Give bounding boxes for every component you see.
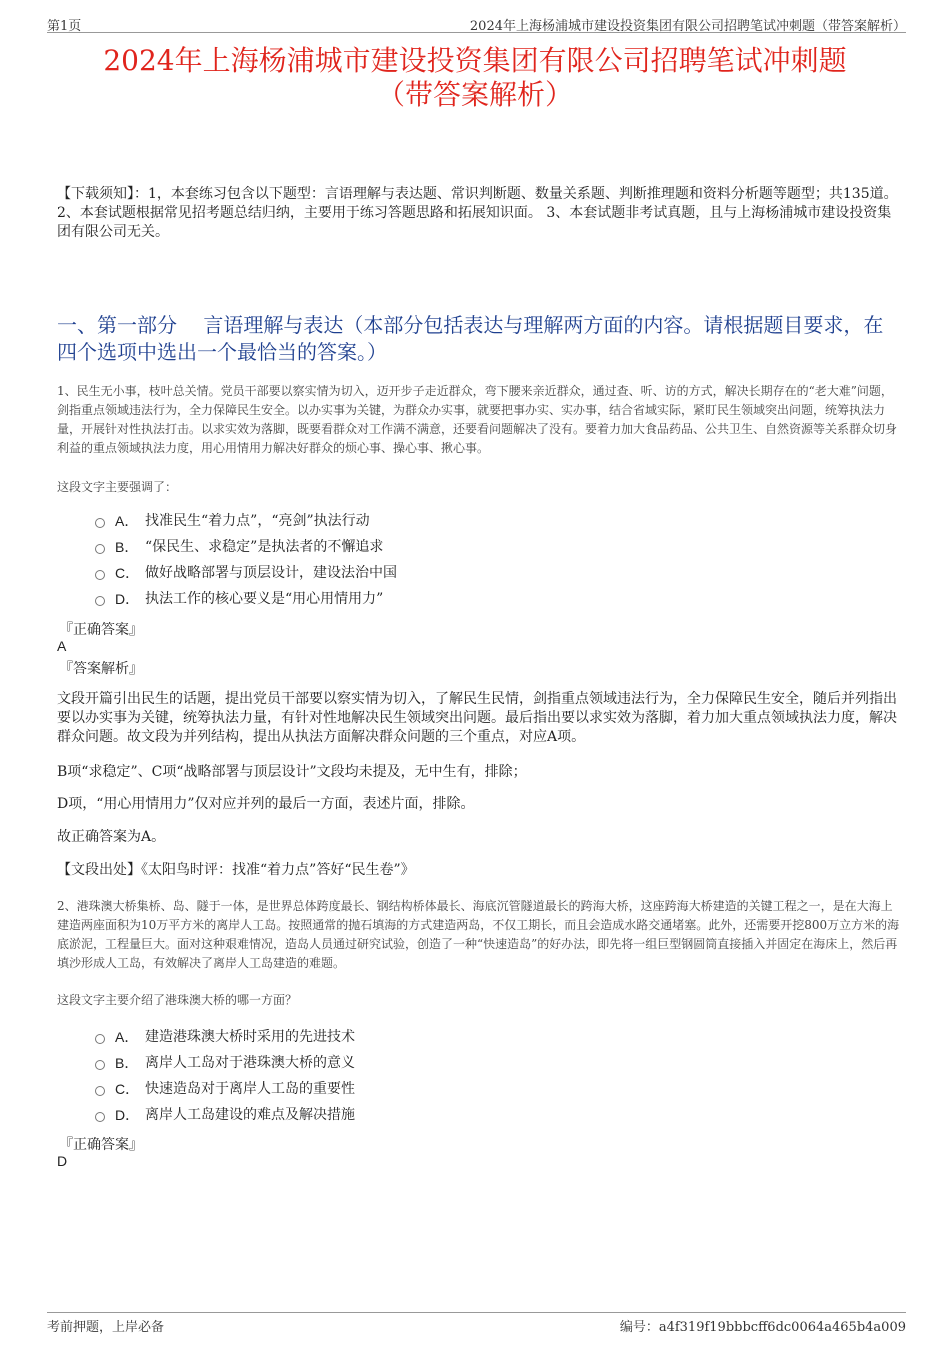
analysis-paragraph-4: 故正确答案为A。: [57, 829, 166, 845]
section-heading: 一、第一部分 言语理解与表达（本部分包括表达与理解两方面的内容。请根据题目要求，在四个选项中选出一个最恰当的答案。）: [57, 313, 884, 364]
answer-label: 『正确答案』: [59, 622, 143, 638]
download-notice: 【下载须知】：1，本套练习包含以下题型：言语理解与表达题、常识判断题、数量关系题、判断推理题和资料分析题等题型；共135道。 2、本套试题根据常见招考题总结归纳，主要用于练习答题思路和拓展知识面。 3、本套试题非考试真题，且与上海杨浦城市建设投资集团有限公司无关。: [57, 186, 898, 240]
answer-value: D: [57, 1153, 68, 1169]
analysis-paragraph-1: 文段开篇引出民生的话题，提出党员干部要以察实情为切入，了解民生民情，剑指重点领域违法行为，全力保障民生安全，随后并列指出要以办实事为关键，统筹执法力量，有针对性地解决民生领域突出问题。最后指出要以求实效为落脚，着力加大重点领域执法力度，解决群众问题。故文段为并列结构，提出从执法方面解决群众问题的三个重点，对应A项。: [57, 691, 897, 745]
question-2-text: 2、港珠澳大桥集桥、岛、隧于一体，是世界总体跨度最长、钢结构桥体最长、海底沉管隧道最长的跨海大桥，这座跨海大桥建造的关键工程之一，是在大海上建造两座面积为10万平方米的离岸人工岛。按照通常的抛石填海的方式建造两岛，不仅工期长，而且会造成水路交通堵塞。此外，还需要开挖800万立方米的海底淤泥，工程量巨大。面对这种艰难情况，造岛人员通过研究试验，创造了一种“快速造岛”的好办法，即先将一组巨型钢圆筒直接插入并固定在海床上，然后再填沙形成人工岛，有效解决了离岸人工岛建造的难题。: [57, 899, 900, 970]
radio-icon[interactable]: [95, 518, 105, 528]
question-2-prompt: 这段文字主要介绍了港珠澳大桥的哪一方面？: [57, 993, 298, 1007]
page-header: [47, 14, 906, 33]
question-1-text: 1、民生无小事，枝叶总关情。党员干部要以察实情为切入，迈开步子走近群众，弯下腰来亲近群众，通过查、听、访的方式，解决长期存在的“老大难”问题，剑指重点领域违法行为，全力保障民生安全。以办实事为关键，为群众办实事，就要把事办实、实办事，结合省域实际，紧盯民生领域突出问题，统筹执法力量，开展针对性执法打击。以求实效为落脚，既要看群众对工作满不满意，还要看问题解决了没有。要着力加大食品药品、公共卫生、自然资源等关系群众切身利益的重点领域执法力度，用心用情用力解决好群众的烦心事、操心事、揪心事。: [57, 384, 898, 455]
title-line-1: 2024年上海杨浦城市建设投资集团有限公司招聘笔试冲刺题: [103, 44, 847, 77]
page-footer: [47, 1312, 906, 1333]
analysis-paragraph-3: D项，“用心用情用力”仅对应并列的最后一方面，表述片面，排除。: [57, 796, 475, 812]
radio-icon[interactable]: [95, 596, 105, 606]
answer-label: 『正确答案』: [59, 1137, 143, 1153]
radio-icon[interactable]: [95, 1086, 105, 1096]
radio-icon[interactable]: [95, 1112, 105, 1122]
question-1-prompt: 这段文字主要强调了：: [57, 480, 178, 494]
source-citation: 【文段出处】《太阳鸟时评：找准“着力点”答好“民生卷”》: [57, 862, 415, 878]
title-line-2: （带答案解析）: [376, 78, 573, 111]
footer-doc-id: 编号：a4f319f19bbbcff6dc0064a465b4a009: [619, 1320, 906, 1335]
answer-value: A: [57, 638, 67, 654]
radio-icon[interactable]: [95, 544, 105, 554]
radio-icon[interactable]: [95, 1060, 105, 1070]
analysis-label: 『答案解析』: [59, 661, 143, 677]
header-doc-title: 2024年上海杨浦城市建设投资集团有限公司招聘笔试冲刺题（带答案解析）: [469, 19, 906, 34]
page-number: 第1页: [47, 19, 82, 34]
radio-icon[interactable]: [95, 570, 105, 580]
document-title: [40, 44, 910, 112]
footer-slogan: 考前押题，上岸必备: [47, 1320, 165, 1335]
analysis-paragraph-2: B项“求稳定”、C项“战略部署与顶层设计”文段均未提及，无中生有，排除；: [57, 764, 527, 780]
radio-icon[interactable]: [95, 1034, 105, 1044]
